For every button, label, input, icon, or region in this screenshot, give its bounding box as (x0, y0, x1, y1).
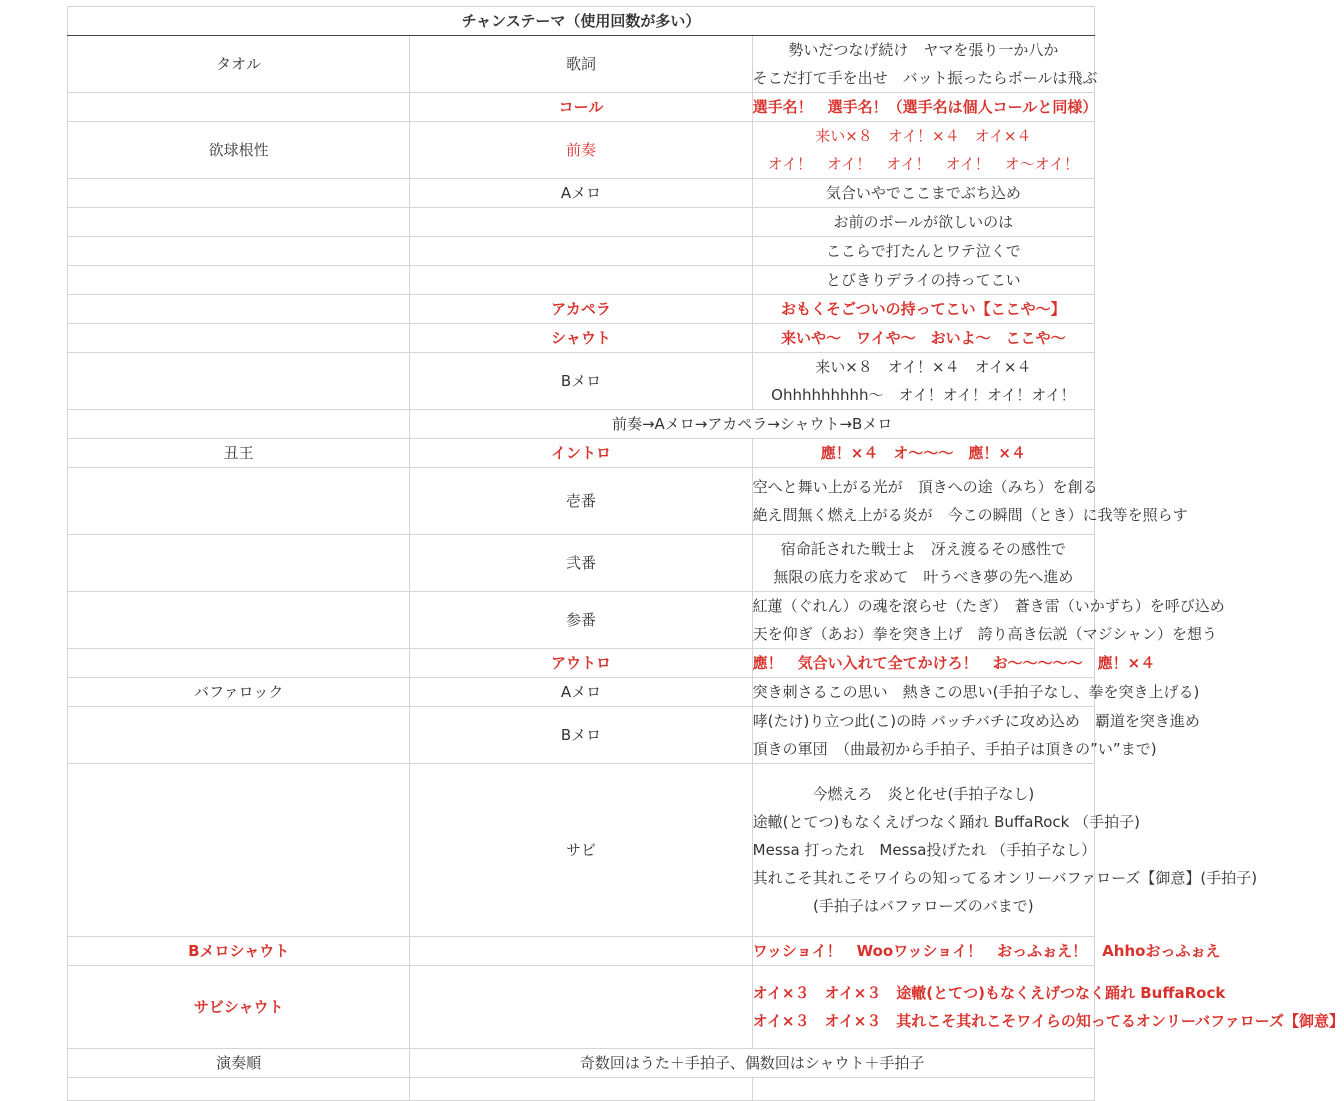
part-cell[interactable]: アウトロ (410, 649, 752, 678)
table-row (68, 353, 1095, 410)
lyrics-cell[interactable]: 突き刺さるこの思い 熱きこの思い(手拍子なし、拳を突き上げる) (752, 678, 1094, 707)
lyrics-cell[interactable]: 気合いやでここまでぶち込め (752, 179, 1094, 208)
part-cell[interactable]: シャウト (410, 324, 752, 353)
part-cell[interactable]: 前奏 (410, 122, 752, 179)
table-row (68, 179, 1095, 208)
lyric-line: オイ×３ オイ×３ 途轍(とてつ)もなくえげつなく踊れ BuffaRock (752, 984, 1226, 1002)
part-cell[interactable]: Bメロ (410, 353, 752, 410)
part-cell[interactable]: イントロ (410, 439, 752, 468)
section-cell[interactable] (68, 353, 410, 410)
section-cell[interactable] (68, 266, 410, 295)
lyric-line: 来い×８ オイ！×４ オイ×４ (815, 127, 1032, 145)
section-cell[interactable] (68, 649, 410, 678)
lyrics-sheet (67, 6, 1344, 1101)
part-cell[interactable]: 弐番 (410, 535, 752, 592)
lyric-line: 紅蓮（ぐれん）の魂を滾らせ（たぎ） 蒼き雷（いかずち）を呼び込め (752, 597, 1225, 615)
lyric-line: 空へと舞い上がる光が 頂きへの途（みち）を創る (752, 478, 1098, 496)
section-cell[interactable] (68, 535, 410, 592)
part-cell[interactable] (410, 966, 752, 1049)
section-cell[interactable] (68, 179, 410, 208)
lyric-line: (手拍子はバファローズのバまで) (813, 897, 1034, 915)
table-row (68, 468, 1095, 535)
lyric-line: 途轍(とてつ)もなくえげつなく踊れ BuffaRock （手拍子) (752, 813, 1140, 831)
part-cell[interactable] (410, 937, 752, 966)
lyrics-cell[interactable] (752, 707, 1200, 764)
lyrics-cell[interactable] (752, 122, 1094, 179)
lyric-line: 頂きの軍団 （曲最初から手拍子、手拍子は頂きの”い”まで) (752, 740, 1157, 758)
lyrics-cell[interactable]: お前のボールが欲しいのは (752, 208, 1094, 237)
part-cell[interactable] (410, 237, 752, 266)
lyric-line: 宿命託された戦士よ 冴え渡るその感性で (780, 540, 1066, 558)
part-cell[interactable]: 壱番 (410, 468, 752, 535)
lyric-line: オイ×３ オイ×３ 其れこそ其れこそワイらの知ってるオンリーバファローズ【御意】 (752, 1012, 1344, 1030)
table-row (68, 122, 1095, 179)
section-cell[interactable]: バファロック (68, 678, 410, 707)
table-row (68, 707, 1095, 764)
lyric-line: 哮(たけ)り立つ此(こ)の時 バッチバチに攻め込め 覇道を突き進め (752, 712, 1200, 730)
part-cell[interactable] (410, 208, 752, 237)
section-cell[interactable] (68, 764, 410, 937)
lyric-line: 天を仰ぎ（あお）拳を突き上げ 誇り高き伝説（マジシャン）を想う (752, 625, 1217, 643)
section-cell[interactable]: 演奏順 (68, 1049, 410, 1078)
part-cell[interactable]: Aメロ (410, 678, 752, 707)
section-cell[interactable] (68, 237, 410, 266)
table-row (68, 36, 1095, 93)
lyric-line: 絶え間無く燃え上がる炎が 今この瞬間（とき）に我等を照らす (752, 506, 1188, 524)
section-cell[interactable]: 欲球根性 (68, 122, 410, 179)
lyric-line: そこだ打て手を出せ バット振ったらボールは飛ぶ (752, 69, 1098, 87)
part-cell[interactable]: アカペラ (410, 295, 752, 324)
table-row (68, 266, 1095, 295)
table-row (68, 966, 1095, 1049)
lyrics-cell[interactable]: 應！ 気合い入れて全てかけろ！ お〜〜〜〜〜 應！×４ (752, 649, 1094, 678)
lyrics-cell[interactable] (752, 764, 1258, 937)
lyric-line: Ohhhhhhhhh〜 オイ！オイ！オイ！オイ！ (771, 386, 1076, 404)
section-cell[interactable] (68, 1078, 410, 1101)
section-cell[interactable] (68, 93, 410, 122)
lyric-line: オイ！ オイ！ オイ！ オイ！ オ〜オイ！ (767, 155, 1079, 173)
section-cell[interactable] (68, 324, 410, 353)
lyrics-cell[interactable] (752, 36, 1098, 93)
table-row (68, 324, 1095, 353)
table-row (68, 1078, 1095, 1101)
table-row (68, 937, 1095, 966)
lyrics-cell[interactable]: とびきりデライの持ってこい (752, 266, 1094, 295)
lyrics-cell[interactable]: ここらで打たんとワテ泣くで (752, 237, 1094, 266)
section-cell[interactable] (68, 410, 410, 439)
section-cell[interactable] (68, 208, 410, 237)
title-row (68, 7, 1095, 36)
lyrics-cell[interactable] (752, 468, 1188, 535)
section-cell[interactable] (68, 295, 410, 324)
part-cell[interactable]: 参番 (410, 592, 752, 649)
table-row (68, 678, 1095, 707)
part-cell[interactable]: 歌詞 (410, 36, 752, 93)
lyric-line: 勢いだつなげ続け ヤマを張り一か八か (788, 41, 1059, 59)
section-cell[interactable] (68, 468, 410, 535)
table-row (68, 208, 1095, 237)
table-row (68, 237, 1095, 266)
section-cell[interactable]: タオル (68, 36, 410, 93)
lyrics-cell[interactable]: 来いや〜 ワイや〜 おいよ〜 ここや〜 (752, 324, 1094, 353)
lyrics-cell[interactable] (752, 592, 1225, 649)
part-cell[interactable]: Aメロ (410, 179, 752, 208)
lyric-line: 無限の底力を求めて 叶うべき夢の先へ進め (773, 568, 1074, 586)
lyric-line: 今燃えろ 炎と化せ(手拍子なし) (812, 785, 1035, 803)
table-row (68, 649, 1095, 678)
section-cell[interactable]: サビシャウト (68, 966, 410, 1049)
part-cell[interactable] (410, 266, 752, 295)
section-cell[interactable]: 丑王 (68, 439, 410, 468)
table-row (68, 295, 1095, 324)
part-cell[interactable]: Bメロ (410, 707, 752, 764)
table-row (68, 1049, 1095, 1078)
lyric-line: Messa 打ったれ Messa投げたれ （手拍子なし） (752, 841, 1097, 859)
section-cell[interactable] (68, 592, 410, 649)
lyrics-cell[interactable]: 應！×４ オ〜〜〜 應！×４ (752, 439, 1094, 468)
table-row (68, 93, 1095, 122)
lyrics-cell[interactable]: ワッショイ！ Wooワッショイ！ おっふぉえ！ Ahhoおっふぉえ (752, 937, 1094, 966)
part-cell[interactable]: コール (410, 93, 752, 122)
table-row (68, 439, 1095, 468)
table-row (68, 592, 1095, 649)
lyric-line: 其れこそ其れこそワイらの知ってるオンリーバファローズ【御意】(手拍子) (752, 869, 1258, 887)
part-cell[interactable]: サビ (410, 764, 752, 937)
lyrics-cell[interactable] (752, 1078, 1094, 1101)
lyrics-cell[interactable] (752, 535, 1094, 592)
sheet-title[interactable]: チャンステーマ（使用回数が多い） (68, 7, 1095, 36)
lyrics-cell[interactable] (752, 966, 1344, 1049)
lyrics-cell[interactable] (752, 353, 1094, 410)
play-order-cell[interactable]: 奇数回はうた＋手拍子、偶数回はシャウト＋手拍子 (410, 1049, 1095, 1078)
part-cell[interactable] (410, 1078, 752, 1101)
lyric-line: 来い×８ オイ！×４ オイ×４ (815, 358, 1032, 376)
section-cell[interactable]: Bメロシャウト (68, 937, 410, 966)
table-row (68, 535, 1095, 592)
lyrics-cell[interactable]: おもくそごついの持ってこい【ここや〜】 (752, 295, 1094, 324)
play-order-cell[interactable]: 前奏→Aメロ→アカペラ→シャウト→Bメロ (410, 410, 1095, 439)
lyrics-cell[interactable]: 選手名！ 選手名！（選手名は個人コールと同様） (752, 93, 1094, 122)
table-row (68, 764, 1095, 937)
section-cell[interactable] (68, 707, 410, 764)
table-row (68, 410, 1095, 439)
